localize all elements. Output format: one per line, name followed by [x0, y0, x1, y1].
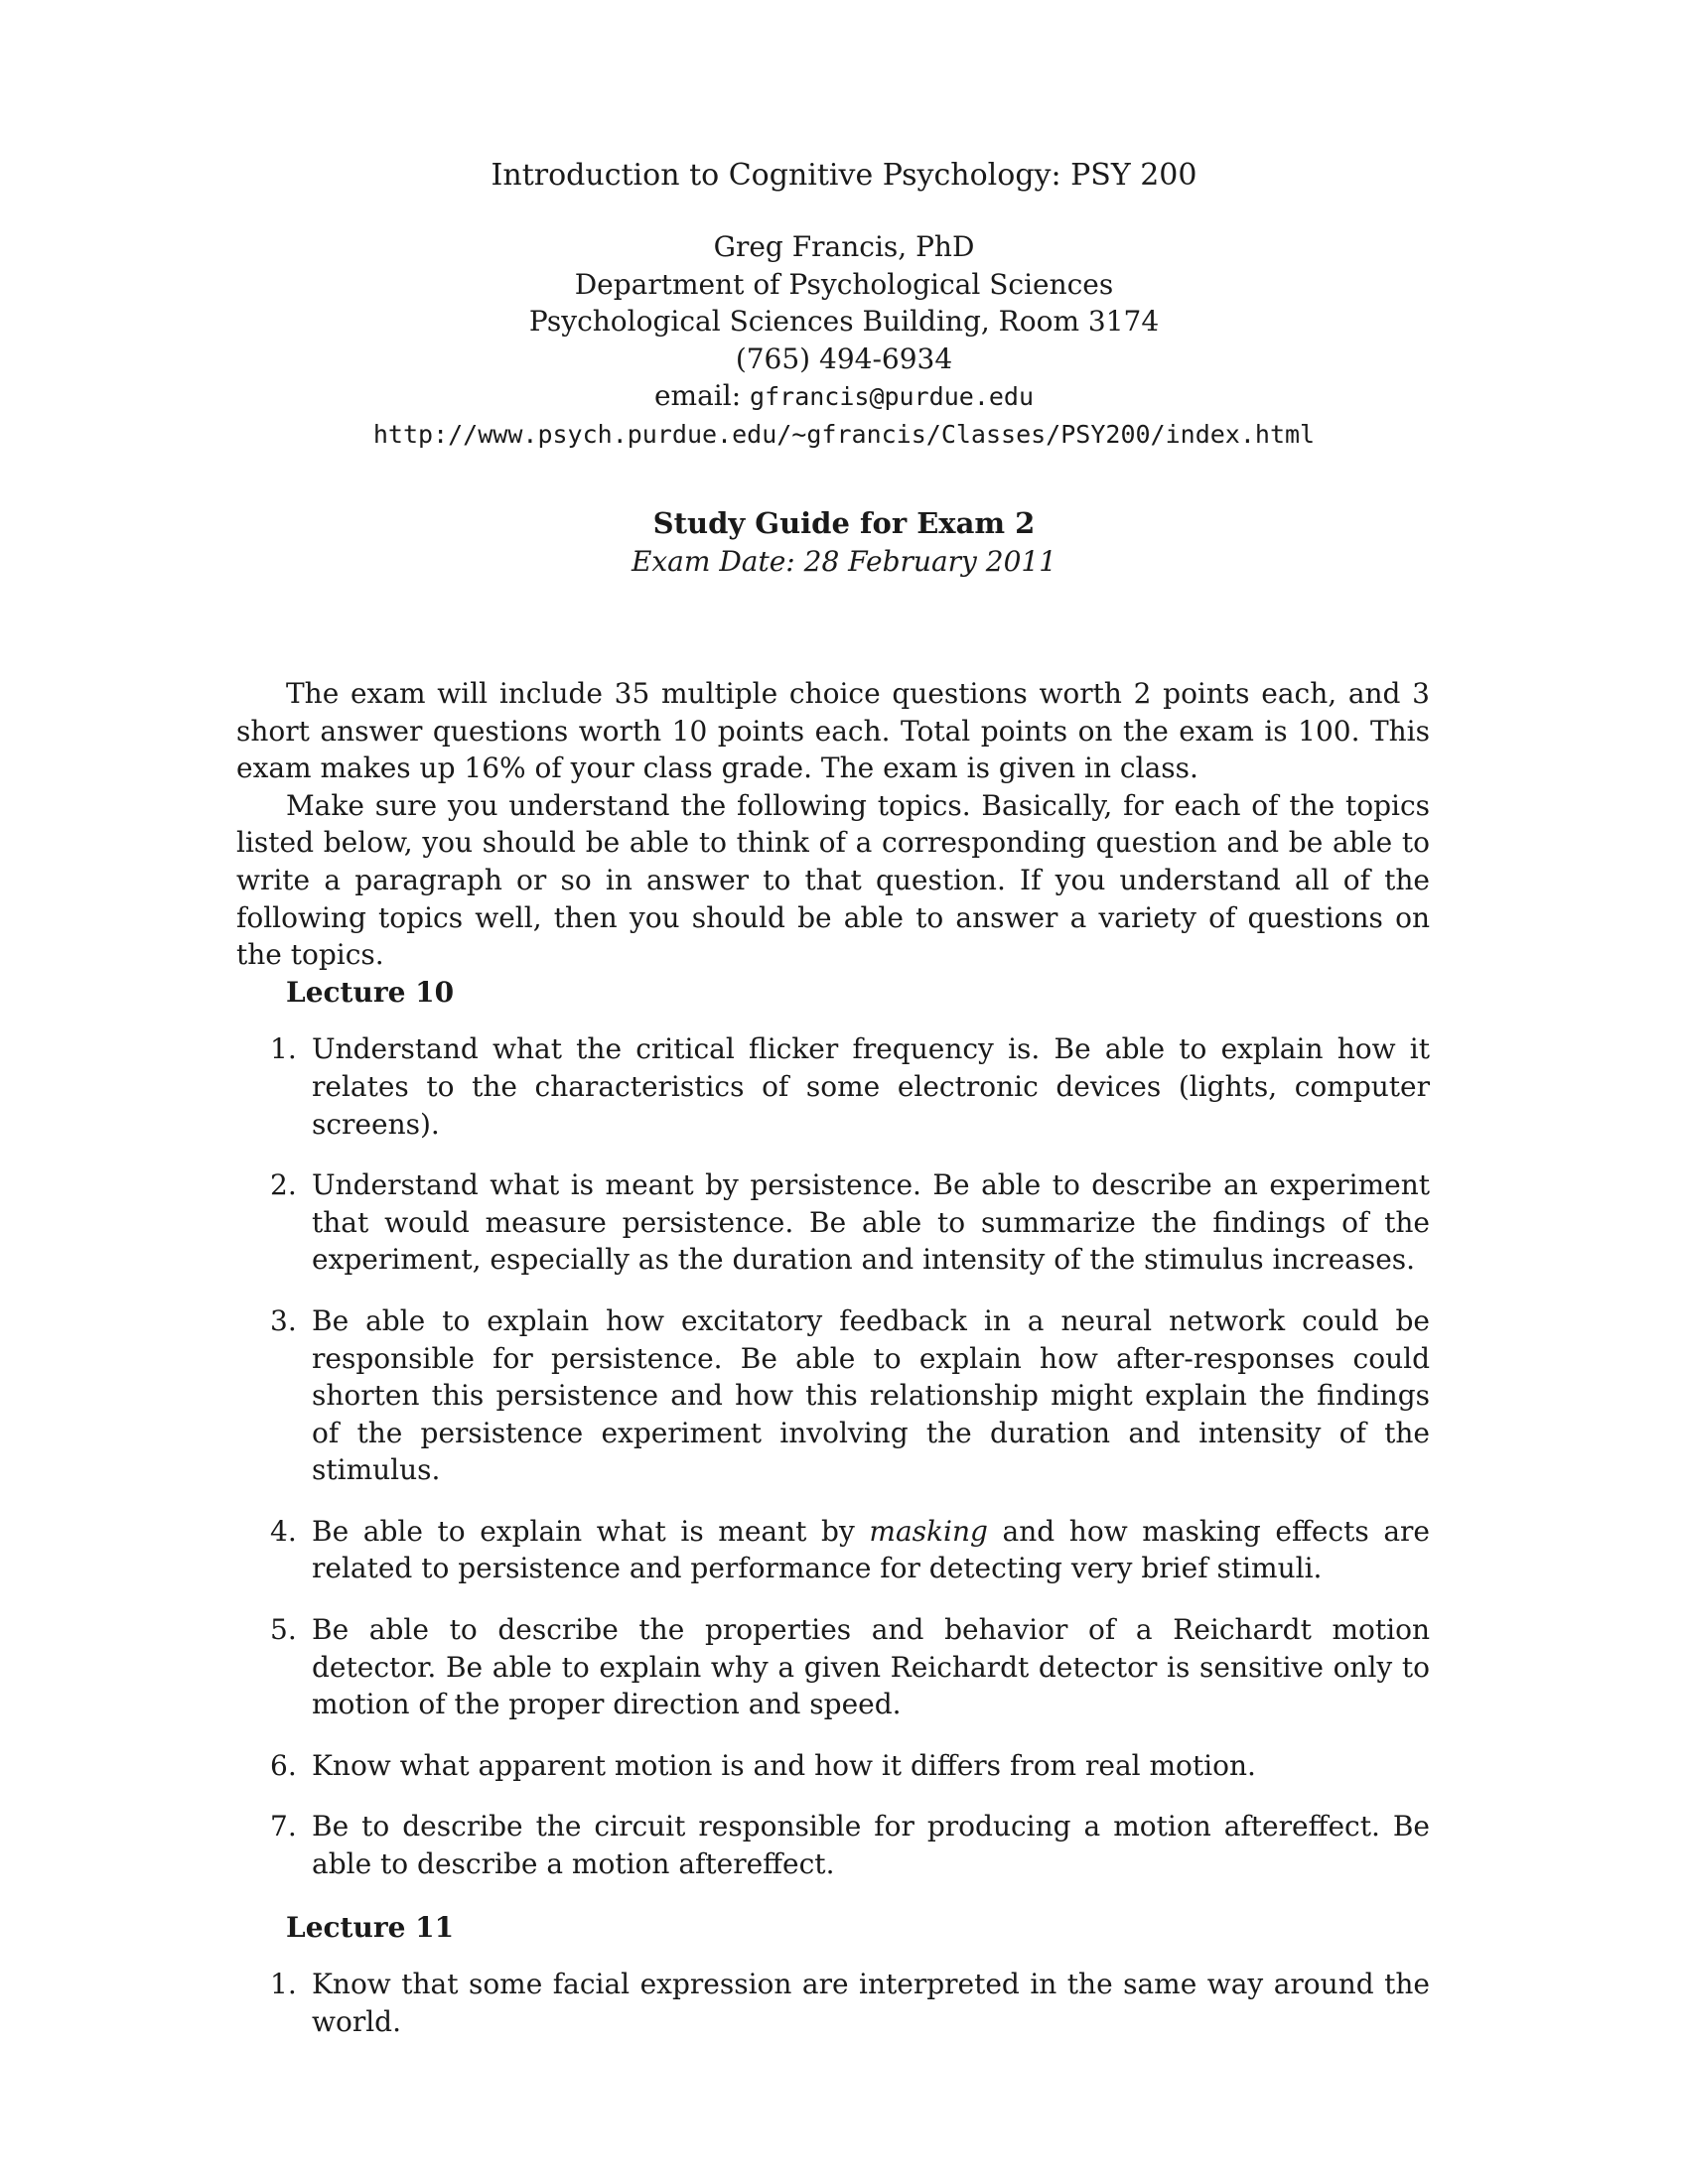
list-item	[236, 1302, 1430, 1489]
list-item-text: Know what apparent motion is and how it differs from real motion.	[312, 1748, 1256, 1782]
list-item-number: 5.	[270, 1613, 297, 1647]
lecture-11-topic-list	[236, 1966, 1430, 2040]
email-line	[0, 377, 1688, 416]
list-item-text: Understand what is meant by persistence. Be able to describe an experiment that would measure persistence. Be able to summarize the findings of the experiment, especially as the duration and intensity of the stimulus increases.	[312, 1168, 1430, 1277]
list-item-text-after: and how masking effects are related to persistence and performance for detecting very brief stimuli.	[312, 1514, 1430, 1585]
list-item-number: 7.	[270, 1810, 297, 1843]
email-address: gfrancis@purdue.edu	[750, 382, 1035, 411]
phone-number: (765) 494-6934	[735, 341, 953, 375]
course-url: http://www.psych.purdue.edu/∼gfrancis/Classes/PSY200/index.html	[372, 419, 1316, 449]
list-item-number: 4.	[270, 1514, 297, 1548]
list-item	[236, 1747, 1430, 1785]
lecture-10-topic-list	[236, 1030, 1430, 1882]
list-item-number: 2.	[270, 1168, 297, 1202]
list-item-text: Be to describe the circuit responsible for producing a motion aftereffect. Be able to describe a motion aftereffect.	[312, 1810, 1430, 1881]
list-item-number: 1.	[270, 1032, 297, 1066]
list-item-text: Know that some facial expression are interpreted in the same way around the world.	[312, 1968, 1430, 2038]
list-item	[236, 1808, 1430, 1882]
lecture-11-heading: Lecture 11	[286, 1910, 455, 1944]
course-title: Introduction to Cognitive Psychology: PSY 200	[491, 158, 1197, 193]
list-item	[236, 1166, 1430, 1279]
masking-term: masking	[869, 1514, 988, 1548]
office-location: Psychological Sciences Building, Room 3174	[528, 305, 1160, 338]
document-header	[0, 157, 1688, 453]
department-name: Department of Psychological Sciences	[574, 267, 1114, 301]
list-item	[236, 1513, 1430, 1587]
exam-date: Exam Date: 28 February 2011	[631, 545, 1057, 578]
list-item-number: 6.	[270, 1748, 297, 1782]
intro-paragraph-topics: Make sure you understand the following topics. Basically, for each of the topics listed below, you should be able to think of a corresponding question and be able to write a paragraph or so in answer to that question. If you understand all of the following topics well, then you should be able to answer a variety of questions on the topics.	[236, 788, 1430, 972]
list-item-text: Understand what the critical flicker frequency is. Be able to explain how it relates to the characteristics of some electronic devices (lights, computer screens).	[312, 1032, 1430, 1141]
list-item-text: Be able to describe the properties and behavior of a Reichardt motion detector. Be able to explain why a given Reichardt detector is sensitive only to motion of the proper direction and speed.	[312, 1613, 1430, 1721]
list-item-text: Be able to explain how excitatory feedback in a neural network could be responsible for persistence. Be able to explain how after-responses could shorten this persistence and how this relationship might explain the findings of the persistence experiment involving the duration and intensity of the stimulus.	[312, 1303, 1430, 1487]
list-item-number: 1.	[270, 1968, 297, 2001]
list-item-number: 3.	[270, 1303, 297, 1337]
email-label: email:	[653, 379, 742, 412]
document-body	[236, 675, 1430, 2066]
list-item	[236, 1966, 1430, 2040]
study-guide-title: Study Guide for Exam 2	[652, 506, 1036, 540]
list-item-text-before: Be able to explain what is meant by	[312, 1514, 870, 1548]
lecture-10-heading: Lecture 10	[286, 975, 455, 1009]
instructor-name: Greg Francis, PhD	[713, 230, 975, 263]
list-item	[236, 1030, 1430, 1143]
list-item	[236, 1611, 1430, 1723]
intro-paragraph-exam-format: The exam will include 35 multiple choice questions worth 2 points each, and 3 short answer questions worth 10 points each. Total points on the exam is 100. This exam makes up 16% of your class grade. The exam is given in class.	[236, 677, 1430, 785]
